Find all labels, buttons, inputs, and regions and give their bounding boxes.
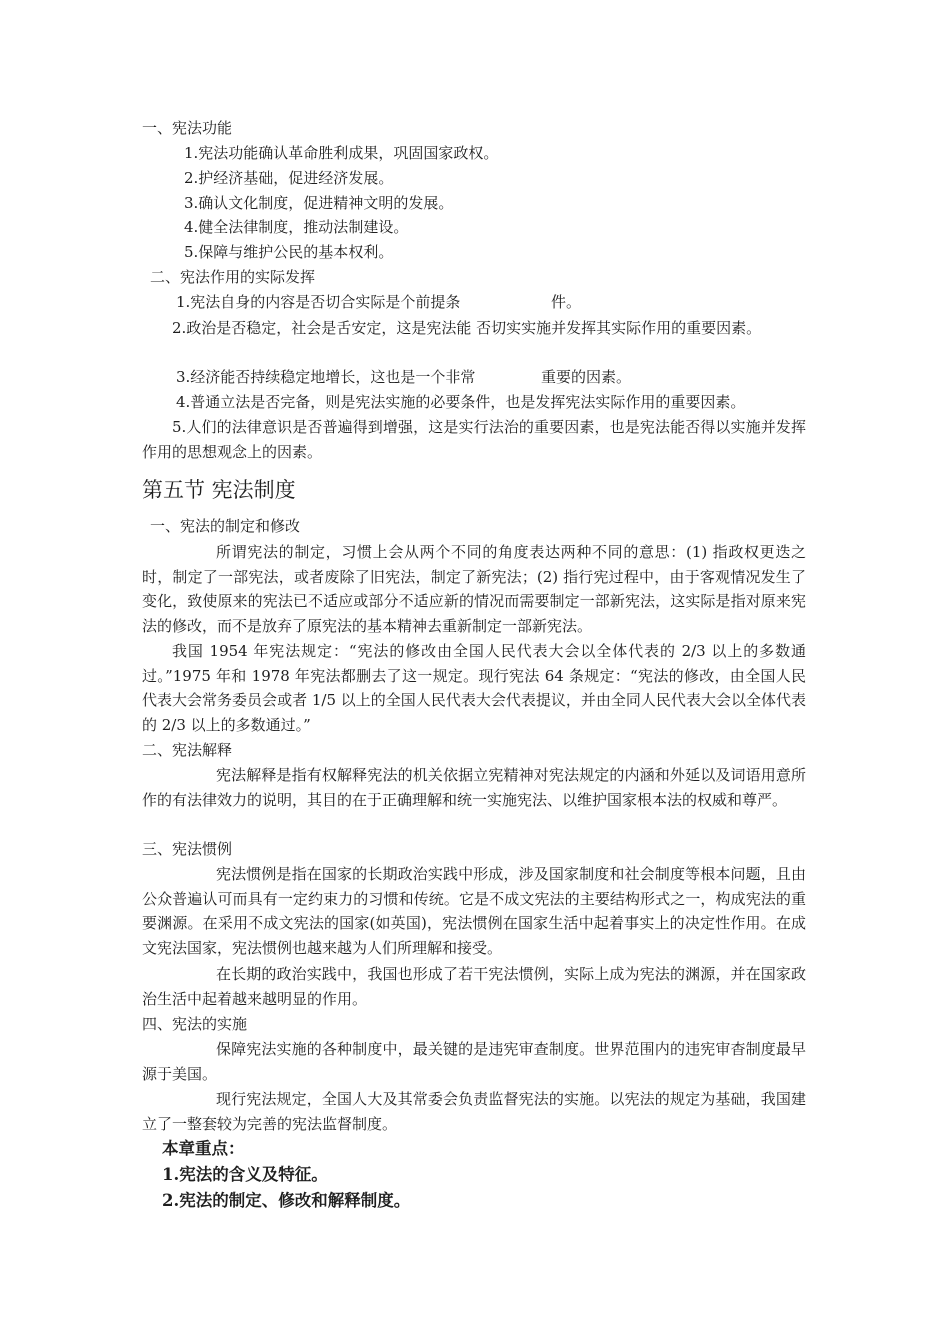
making-paragraph-2: 我国 1954 年宪法规定：“宪法的修改由全国人民代表大会以全体代表的 2/3 以上的多数通过。”1975 年和 1978 年宪法都删去了这一规定。现行宪法 64 条规定：“宪法的修改，由全国人民代表大会常务委员会或者 1/5 以上的全国人民代表大会代表提议，并由全同人民代表大会以全体代表的 2/3 以上的多数通过。” <box>142 642 806 734</box>
section-heading-practice: 二、宪法作用的实际发挥 <box>150 268 316 286</box>
practice-point-5: 5.人们的法律意识是否普遍得到增强，这是实行法治的重要因素，也是宪法能否得以实施并发挥作用的思想观念上的因素。 <box>142 418 806 461</box>
subheading-making: 一、宪法的制定和修改 <box>150 517 301 535</box>
implementation-paragraph-1: 保障宪法实施的各种制度中，最关键的是违宪审查制度。世界范围内的违宪审杳制度最早源于美国。 <box>142 1040 806 1083</box>
practice-point-4: 4.普通立法是否完备，则是宪法实施的必要条件，也是发挥宪法实际作用的重要因素。 <box>176 393 746 411</box>
practice-point-3b: 重要的因素。 <box>541 368 632 386</box>
practice-point-1b: 件。 <box>551 293 582 311</box>
function-item-1: 1.宪法功能确认革命胜利成果，巩固国家政权。 <box>184 144 499 162</box>
key-point-1: 1.宪法的含义及特征。 <box>162 1165 328 1184</box>
practice-point-1a: 1.宪法自身的内容是否切合实际是个前提条 <box>176 293 461 311</box>
function-item-2: 2.护经济基础，促进经济发展。 <box>184 169 394 187</box>
practice-point-2: 2.政治是否稳定，社会是舌安定，这是宪法能 否切实实施并发挥其实际作用的重要因素。 <box>172 319 762 337</box>
subheading-interpretation: 二、宪法解释 <box>142 741 233 759</box>
section-heading-functions: 一、宪法功能 <box>142 119 233 137</box>
function-item-3: 3.确认文化制度，促进精神文明的发展。 <box>184 194 454 212</box>
implementation-paragraph-2: 现行宪法规定，全国人大及其常委会负责监督宪法的实施。以宪法的规定为基础，我国建立了一整套较为完善的宪法监督制度。 <box>142 1090 806 1133</box>
convention-paragraph-1: 宪法惯例是指在国家的长期政治实践中形成，涉及国家制度和社会制度等根本问题，且由公众普遍认可而具有一定约束力的习惯和传统。它是不成文宪法的主要结构形式之一，构成宪法的重要渊源。在采用不成文宪法的国家(如英国)，宪法惯例在国家生活中起着事实上的决定性作用。在成文宪法国家，宪法惯例也越来越为人们所理解和接受。 <box>142 865 806 957</box>
subheading-implementation: 四、宪法的实施 <box>142 1015 248 1033</box>
subheading-convention: 三、宪法惯例 <box>142 840 233 858</box>
section-title: 第五节 宪法制度 <box>142 478 296 502</box>
key-point-2: 2.宪法的制定、修改和解释制度。 <box>162 1191 411 1210</box>
convention-paragraph-2: 在长期的政治实践中，我国也形成了若干宪法惯例，实际上成为宪法的渊源，并在国家政治生活中起着越来越明显的作用。 <box>142 965 806 1008</box>
function-item-4: 4.健全法律制度，推动法制建设。 <box>184 218 409 236</box>
practice-point-3a: 3.经济能否持续稳定地增长，这也是一个非常 <box>176 368 476 386</box>
interpretation-paragraph: 宪法解释是指有权解释宪法的机关依据立宪精神对宪法规定的内涵和外延以及词语用意所作的有法律效力的说明，其目的在于正确理解和统一实施宪法、以维护国家根本法的权威和尊严。 <box>142 766 806 809</box>
making-paragraph-1: 所谓宪法的制定，习惯上会从两个不同的角度表达两种不同的意思：(1) 指政权更迭之时，制定了一部宪法，或者废除了旧宪法，制定了新宪法；(2) 指行宪过程中，由于客观情况发生了变化，致使原来的宪法已不适应或部分不适应新的情况而需要制定一部新宪法，这实际是指对原来宪法的修改，而不是放弃了原宪法的基本精神去重新制定一部新宪法。 <box>142 543 806 635</box>
function-item-5: 5.保障与维护公民的基本权利。 <box>184 243 394 261</box>
key-points-heading: 本章重点： <box>162 1139 245 1158</box>
